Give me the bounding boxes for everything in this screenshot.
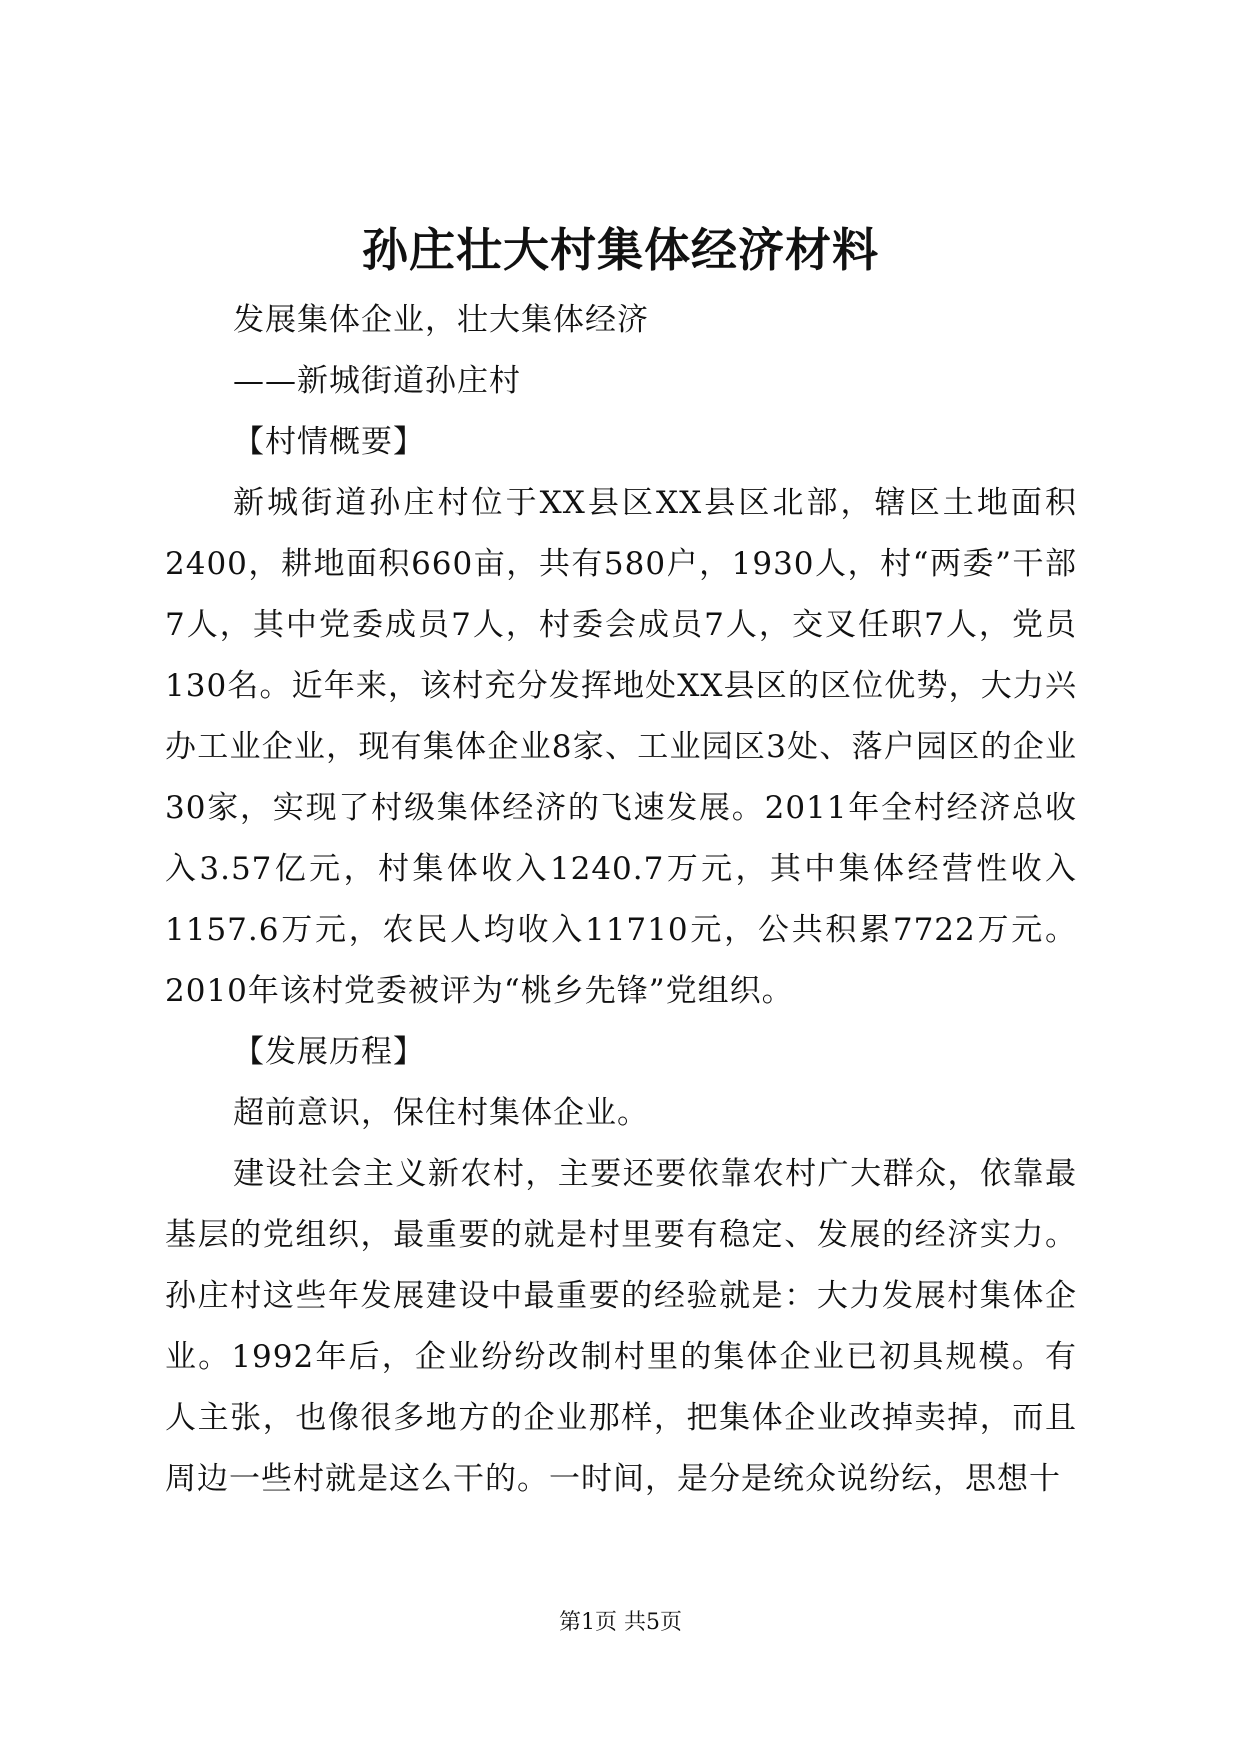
section-heading-development-history: 【发展历程】 <box>233 1034 425 1070</box>
document-byline: ——新城街道孙庄村 <box>233 363 521 399</box>
section-heading-village-overview: 【村情概要】 <box>233 424 425 460</box>
document-subtitle: 发展集体企业，壮大集体经济 <box>233 302 649 338</box>
paragraph-history-lead: 超前意识，保住村集体企业。 <box>233 1095 649 1131</box>
document-body <box>165 290 1077 1510</box>
page-footer: 第1页 共5页 <box>559 1610 682 1635</box>
paragraph-village-overview: 新城街道孙庄村位于XX县区XX县区北部，辖区土地面积2400，耕地面积660亩，共有580户，1930人，村“两委”干部7人，其中党委成员7人，村委会成员7人，交叉任职7人，党员130名。近年来，该村充分发挥地处XX县区的区位优势，大力兴办工业企业，现有集体企业8家、工业园区3处、落户园区的企业30家，实现了村级集体经济的飞速发展。2011年全村经济总收入3.57亿元，村集体收入1240.7万元，其中集体经营性收入1157.6万元，农民人均收入11710元，公共积累7722万元。2010年该村党委被评为“桃乡先锋”党组织。 <box>165 485 1077 1009</box>
document-title: 孙庄壮大村集体经济材料 <box>362 223 879 277</box>
paragraph-history-body: 建设社会主义新农村，主要还要依靠农村广大群众，依靠最基层的党组织，最重要的就是村里要有稳定、发展的经济实力。孙庄村这些年发展建设中最重要的经验就是：大力发展村集体企业。1992年后，企业纷纷改制村里的集体企业已初具规模。有人主张，也像很多地方的企业那样，把集体企业改掉卖掉，而且周边一些村就是这么干的。一时间，是分是统众说纷纭，思想十 <box>165 1156 1077 1497</box>
